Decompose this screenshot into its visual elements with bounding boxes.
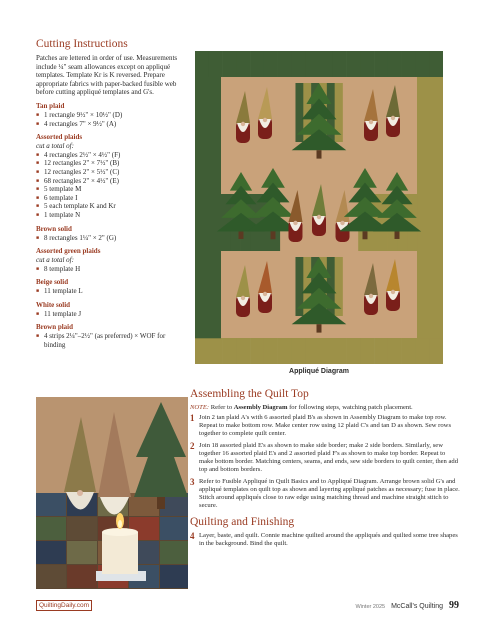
step-text: Join 2 tan plaid A's with 6 assorted plaid B's as shown in Assembly Diagram to make top row. Repeat to make bottom row. Make center row using 12 plaid C's and tan D as shown. Sew rows together to complete quilt center. <box>199 414 452 437</box>
cutting-item: ■ 5 each template K and Kr <box>36 202 186 211</box>
border-patch <box>347 51 361 77</box>
cutting-group-title: Assorted green plaids <box>36 247 101 256</box>
border-patch <box>278 51 292 77</box>
border-patch <box>417 295 443 310</box>
photo-plaid-patch <box>36 565 66 588</box>
border-patch <box>195 164 221 179</box>
border-patch <box>223 51 237 77</box>
border-patch <box>209 338 223 364</box>
border-patch <box>278 338 292 364</box>
note-label: NOTE: <box>190 404 210 411</box>
border-patch <box>374 51 388 77</box>
cutting-item: ■ 12 rectangles 2" × 7½" (B) <box>36 159 186 168</box>
cutting-item-list <box>36 111 186 128</box>
border-patch <box>417 309 443 324</box>
cutting-item-list <box>36 287 186 296</box>
border-patch <box>195 324 221 339</box>
photo-plaid-patch <box>160 541 188 564</box>
cutting-item-list <box>36 234 186 243</box>
border-patch <box>417 208 443 223</box>
border-patch <box>305 338 319 364</box>
note-bold: Assembly Diagram <box>233 404 288 411</box>
photo-plaid-patch <box>36 541 66 564</box>
border-patch <box>195 77 221 92</box>
border-patch <box>291 338 305 364</box>
step-text: Layer, baste, and quilt. Connie machine quilted around the appliqués and quilted some tree shapes in the background. Bind the quilt. <box>199 532 458 547</box>
border-patch <box>417 150 443 165</box>
border-patch <box>417 135 443 150</box>
border-patch <box>195 295 221 310</box>
cutting-item: ■ 6 template I <box>36 194 186 203</box>
photo-plaid-patch <box>36 493 66 516</box>
border-patch <box>417 92 443 107</box>
border-patch <box>333 338 347 364</box>
cutting-item-list <box>36 332 186 349</box>
border-patch <box>305 51 319 77</box>
cutting-item: ■ 5 template M <box>36 185 186 194</box>
border-patch <box>417 280 443 295</box>
cutting-item: ■ 8 template H <box>36 265 186 274</box>
border-patch <box>417 324 443 339</box>
cutting-item: ■ 4 rectangles 2½" × 4½" (F) <box>36 151 186 160</box>
border-patch <box>195 280 221 295</box>
border-patch <box>236 338 250 364</box>
instruction-step <box>190 532 460 548</box>
border-patch <box>333 51 347 77</box>
border-patch <box>195 251 221 266</box>
diagram-caption: Appliqué Diagram <box>289 368 349 375</box>
assembling-title: Assembling the Quilt Top <box>190 388 309 400</box>
applique-diagram <box>195 51 443 364</box>
cutting-item: ■ 11 template J <box>36 310 186 319</box>
border-patch <box>250 338 264 364</box>
photo-plaid-patch <box>160 565 188 588</box>
footer-issue: Winter 2025 <box>355 604 386 610</box>
border-patch <box>417 251 443 266</box>
cutting-item: ■ 68 rectangles 2" × 4½" (E) <box>36 177 186 186</box>
cutting-group-title: Tan plaid <box>36 101 65 110</box>
quilt-photo <box>36 397 188 589</box>
cutting-item: ■ 4 strips 2¼"–2½" (as preferred) × WOF for binding <box>36 332 186 349</box>
border-patch <box>360 51 374 77</box>
cutting-group-title: Brown solid <box>36 224 72 233</box>
step-text: Join 18 assorted plaid E's as shown to make side border; make 2 side borders. Similarly, sew together 16 assorted plaid E's and 2 assorted plaid F's as shown to make top border. Repeat to make bottom border. Matching centers, seams, and ends, sew side borders to quilt center, then add top and bottom borders. <box>199 442 459 473</box>
photo-plaid-patch <box>160 517 188 540</box>
quilting-title: Quilting and Finishing <box>190 516 295 528</box>
border-patch <box>429 51 443 77</box>
footer-url-link[interactable]: QuiltingDaily.com <box>36 600 92 611</box>
cutting-item: ■ 8 rectangles 1¼" × 2" (G) <box>36 234 186 243</box>
instruction-step <box>190 414 460 438</box>
page-number: 99 <box>449 600 459 611</box>
cutting-group-title: Beige solid <box>36 278 69 287</box>
cutting-item: ■ 1 rectangle 9½" × 10½" (D) <box>36 111 186 120</box>
cutting-item: ■ 11 template L <box>36 287 186 296</box>
border-patch <box>360 338 374 364</box>
border-patch <box>374 338 388 364</box>
assembly-note <box>190 404 460 412</box>
border-patch <box>195 51 209 77</box>
cutting-group-caption: cut a total of: <box>36 142 74 151</box>
border-patch <box>417 77 443 92</box>
cutting-item-list <box>36 151 186 220</box>
footer-right <box>355 600 459 611</box>
border-patch <box>195 121 221 136</box>
cutting-item: ■ 1 template N <box>36 211 186 220</box>
border-patch <box>417 193 443 208</box>
cutting-group-caption: cut a total of: <box>36 256 74 265</box>
border-patch <box>223 338 237 364</box>
border-patch <box>195 222 221 237</box>
photo-plaid-patch <box>67 541 97 564</box>
photo-plaid-patch <box>67 565 97 588</box>
border-patch <box>291 51 305 77</box>
cutting-item-list <box>36 265 186 274</box>
border-patch <box>195 193 221 208</box>
cutting-group-title: Brown plaid <box>36 323 74 332</box>
border-patch <box>195 135 221 150</box>
step-number: 2 <box>190 441 195 451</box>
cutting-intro: Patches are lettered in order of use. Measurements include ¼" seam allowances except on appliqué templates. Template Kr is K reversed. Prepare appropriate fabrics with paper-backed fusible web before cutting appliqué templates and G's. <box>36 54 178 97</box>
quilting-steps <box>190 532 460 548</box>
border-patch <box>319 338 333 364</box>
border-patch <box>415 338 429 364</box>
border-patch <box>236 51 250 77</box>
border-patch <box>417 237 443 252</box>
border-patch <box>417 164 443 179</box>
border-patch <box>319 51 333 77</box>
step-number: 1 <box>190 413 195 423</box>
note-pre: Refer to <box>209 404 234 411</box>
footer-magazine: McCall's Quilting <box>391 603 443 610</box>
cutting-group-title: White solid <box>36 300 71 309</box>
step-number: 3 <box>190 477 195 487</box>
border-patch <box>195 237 221 252</box>
border-patch <box>402 51 416 77</box>
instruction-step <box>190 478 460 510</box>
step-number: 4 <box>190 531 195 541</box>
border-patch <box>347 338 361 364</box>
step-text: Refer to Fusible Appliqué in Quilt Basics and to Appliqué Diagram. Arrange brown solid G's and appliqué templates on quilt top as shown and layering appliqué patches as necessary; fuse in place. Stitch around appliqués close to raw edge using matching thread and machine straight stitch to secure. <box>199 478 460 509</box>
assembly-steps <box>190 414 460 510</box>
border-patch <box>417 121 443 136</box>
border-patch <box>417 179 443 194</box>
border-patch <box>417 222 443 237</box>
border-patch <box>417 266 443 281</box>
border-patch <box>415 51 429 77</box>
cutting-group-title: Assorted plaids <box>36 133 83 142</box>
quilt-applique <box>217 83 421 333</box>
border-patch <box>250 51 264 77</box>
cutting-groups <box>36 102 186 350</box>
cutting-item-list <box>36 310 186 319</box>
border-patch <box>209 51 223 77</box>
border-patch <box>195 106 221 121</box>
border-patch <box>195 208 221 223</box>
border-patch <box>388 338 402 364</box>
instruction-step <box>190 442 460 474</box>
cutting-item: ■ 4 rectangles 7" × 9½" (A) <box>36 120 186 129</box>
border-patch <box>417 106 443 121</box>
border-patch <box>195 266 221 281</box>
border-patch <box>195 179 221 194</box>
photo-plaid-patch <box>36 517 66 540</box>
border-patch <box>195 309 221 324</box>
border-patch <box>195 338 209 364</box>
border-patch <box>264 51 278 77</box>
note-post: for following steps, watching patch placement. <box>287 404 413 411</box>
border-patch <box>195 150 221 165</box>
cutting-instructions <box>36 38 186 350</box>
border-patch <box>429 338 443 364</box>
border-patch <box>388 51 402 77</box>
border-patch <box>402 338 416 364</box>
cutting-title: Cutting Instructions <box>36 38 128 50</box>
border-patch <box>264 338 278 364</box>
cutting-item: ■ 12 rectangles 2" × 5½" (C) <box>36 168 186 177</box>
assembly-section <box>190 388 460 552</box>
border-patch <box>195 92 221 107</box>
photo-plaid-patch <box>67 517 97 540</box>
